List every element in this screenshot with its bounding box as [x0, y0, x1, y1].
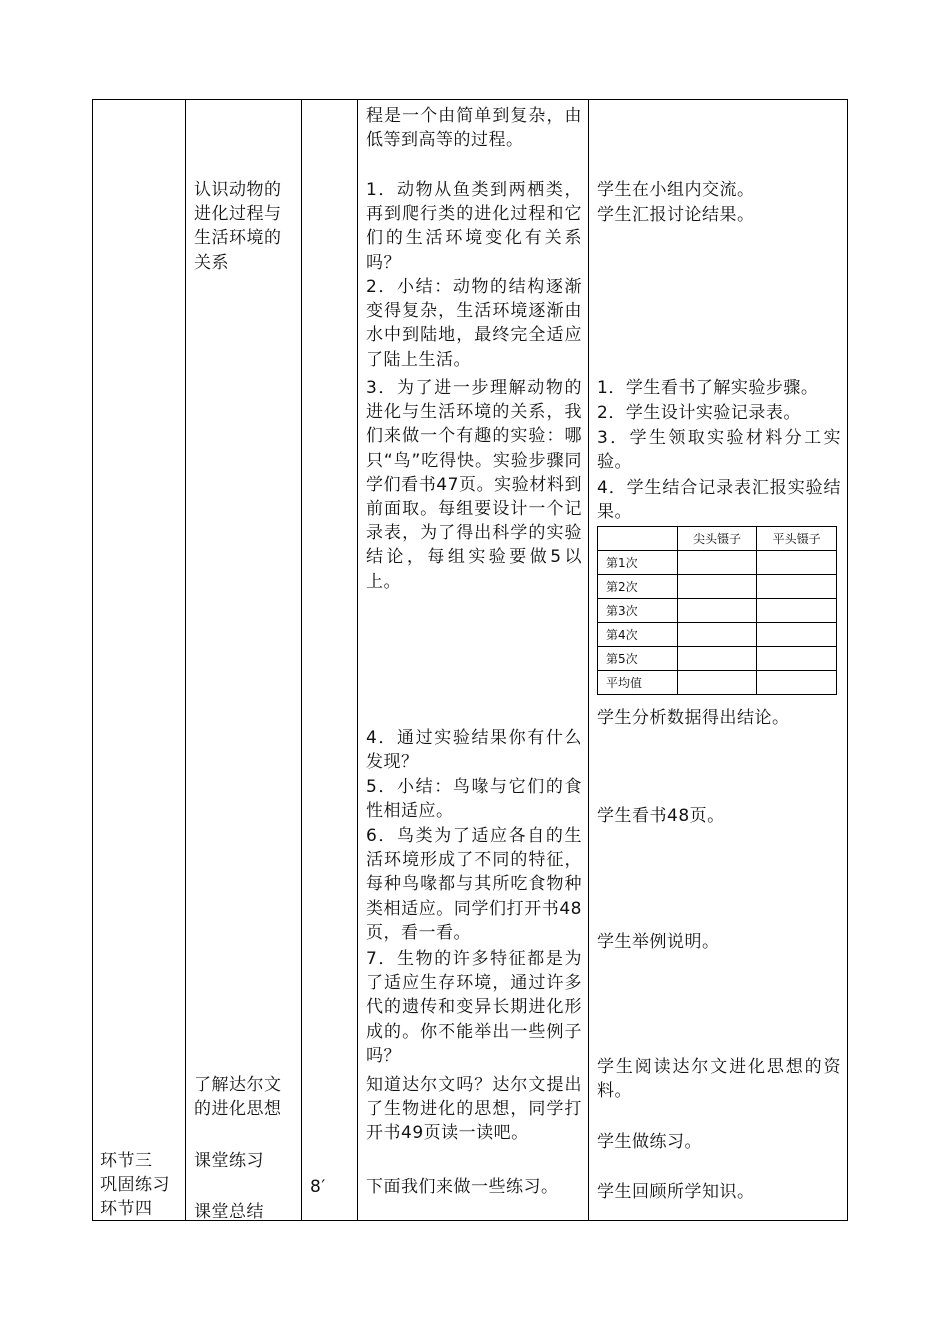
topic-evolution: 认识动物的进化过程与生活环境的关系 [194, 180, 282, 273]
teacher-paragraph: 2．小结：动物的结构逐渐变得复杂，生活环境逐渐由水中到陆地，最终完全适应了陆上生活。 [366, 277, 582, 370]
row-label: 第3次 [598, 599, 678, 623]
teacher-paragraph: 1．动物从鱼类到两栖类，再到爬行类的进化过程和它们的生活环境变化有关系吗？ [366, 180, 582, 273]
table-cell [677, 551, 757, 575]
teacher-paragraph: 3．为了进一步理解动物的进化与生活环境的关系，我们来做一个有趣的实验：哪只“鸟”吃得快。实验步骤同学们看书47页。实验材料到前面取。每组要设计一个记录表，为了得出科学的实验结论，每组实验要做5以上。 [366, 378, 582, 592]
column-divider [301, 99, 302, 1221]
topic-summary: 课堂总结 [194, 1202, 264, 1222]
table-cell [677, 623, 757, 647]
student-activity: 2．学生设计实验记录表。 [597, 403, 801, 423]
row-label: 第1次 [598, 551, 678, 575]
table-row [598, 647, 837, 671]
consolidation-label: 巩固练习 [100, 1175, 170, 1195]
student-activity: 1．学生看书了解实验步骤。 [597, 378, 819, 398]
topic-exercise: 课堂练习 [194, 1151, 264, 1171]
column-divider [185, 99, 186, 1221]
table-row [598, 671, 837, 695]
time-allocation: 8′ [310, 1177, 326, 1197]
topic-darwin: 了解达尔文的进化思想 [194, 1075, 282, 1120]
teacher-paragraph: 下面我们来做一些练习。 [366, 1177, 559, 1197]
table-cell [677, 575, 757, 599]
table-cell [677, 671, 757, 695]
student-activity: 学生阅读达尔文进化思想的资料。 [597, 1057, 841, 1102]
table-cell [757, 647, 837, 671]
student-activity: 学生汇报讨论结果。 [597, 205, 755, 225]
table-header-cell: 平头镊子 [757, 527, 837, 551]
table-cell [677, 599, 757, 623]
table-header-cell: 尖头镊子 [677, 527, 757, 551]
table-row [598, 551, 837, 575]
student-activity: 学生回顾所学知识。 [597, 1182, 755, 1202]
student-activity: 学生举例说明。 [597, 932, 720, 952]
table-cell [757, 623, 837, 647]
row-label: 第4次 [598, 623, 678, 647]
table-row [598, 575, 837, 599]
student-activity: 学生分析数据得出结论。 [597, 708, 790, 728]
stage-three-label: 环节三 [100, 1151, 153, 1171]
student-activity: 学生看书48页。 [597, 806, 725, 826]
row-label: 第2次 [598, 575, 678, 599]
row-label: 第5次 [598, 647, 678, 671]
teacher-paragraph: 7．生物的许多特征都是为了适应生存环境，通过许多代的遗传和变异长期进化形成的。你不能举出一些例子吗？ [366, 949, 582, 1066]
teacher-paragraph: 知道达尔文吗？达尔文提出了生物进化的思想，同学打开书49页读一读吧。 [366, 1075, 582, 1144]
teacher-paragraph: 程是一个由简单到复杂，由低等到高等的过程。 [366, 106, 582, 151]
table-row [598, 623, 837, 647]
teacher-paragraph: 4．通过实验结果你有什么发现？ [366, 728, 582, 773]
table-cell [757, 599, 837, 623]
table-header-row [598, 527, 837, 551]
teacher-paragraph: 5．小结：鸟喙与它们的食性相适应。 [366, 777, 582, 822]
table-cell [757, 671, 837, 695]
teacher-paragraph: 6．鸟类为了适应各自的生活环境形成了不同的特征，每种鸟喙都与其所吃食物种类相适应。同学们打开书48页，看一看。 [366, 826, 582, 943]
table-cell [757, 551, 837, 575]
table-header-cell [598, 527, 678, 551]
column-divider [588, 99, 589, 1221]
column-divider [357, 99, 358, 1221]
table-cell [757, 575, 837, 599]
student-activity: 学生在小组内交流。 [597, 180, 755, 200]
row-label: 平均值 [598, 671, 678, 695]
table-cell [677, 647, 757, 671]
student-activity: 3．学生领取实验材料分工实验。 [597, 428, 841, 473]
student-activity: 4．学生结合记录表汇报实验结果。 [597, 478, 841, 523]
stage-four-label: 环节四 [100, 1199, 153, 1219]
student-activity: 学生做练习。 [597, 1132, 702, 1152]
experiment-record-table [597, 526, 837, 695]
table-row [598, 599, 837, 623]
